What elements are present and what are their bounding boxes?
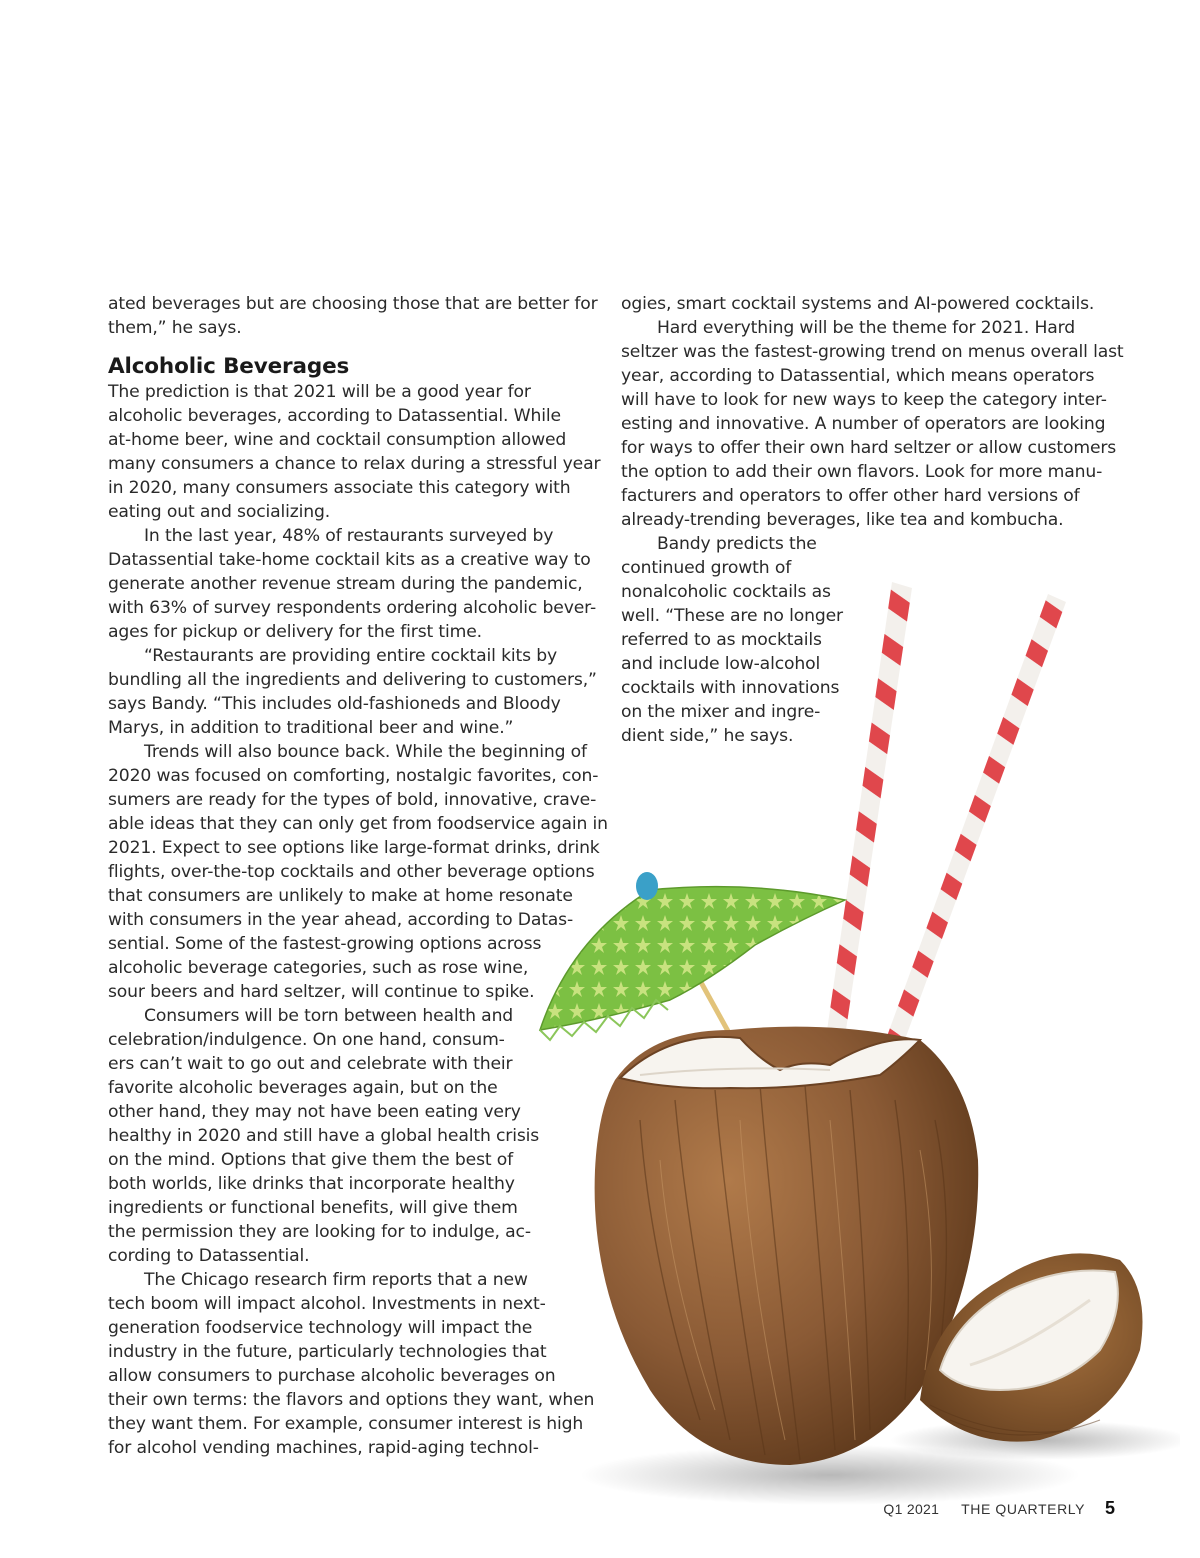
text-line: bundling all the ingredients and delivering to customers,” <box>108 670 597 690</box>
text-line: they want them. For example, consumer interest is high <box>108 1414 584 1434</box>
text-line: sour beers and hard seltzer, will continue to spike. <box>108 982 535 1002</box>
text-line: other hand, they may not have been eating very <box>108 1102 521 1122</box>
text-line: the permission they are looking for to indulge, ac- <box>108 1222 531 1242</box>
text-line: ages for pickup or delivery for the first time. <box>108 622 482 642</box>
text-line: many consumers a chance to relax during a stressful year <box>108 454 601 474</box>
text-line: In the last year, 48% of restaurants surveyed by <box>144 526 554 546</box>
text-line: and include low-alcohol <box>621 654 821 674</box>
text-line: already-trending beverages, like tea and kombucha. <box>621 510 1064 530</box>
text-line: says Bandy. “This includes old-fashioneds and Bloody <box>108 694 561 714</box>
text-line: cocktails with innovations <box>621 678 840 698</box>
text-line: for alcohol vending machines, rapid-aging technol- <box>108 1438 539 1458</box>
text-line: for ways to offer their own hard seltzer or allow customers <box>621 438 1117 458</box>
text-line: nonalcoholic cocktails as <box>621 582 831 602</box>
paragraph <box>108 380 608 524</box>
text-line: industry in the future, particularly technologies that <box>108 1342 547 1362</box>
text-line: allow consumers to purchase alcoholic beverages on <box>108 1366 556 1386</box>
page-number: 5 <box>1104 1498 1115 1518</box>
text-line: 2020 was focused on comforting, nostalgic favorites, con- <box>108 766 599 786</box>
text-line: able ideas that they can only get from foodservice again in <box>108 814 608 834</box>
text-line: in 2020, many consumers associate this category with <box>108 478 571 498</box>
right-intro <box>621 292 1121 316</box>
text-line: sumers are ready for the types of bold, innovative, crave- <box>108 790 597 810</box>
text-line: Bandy predicts the <box>657 534 817 554</box>
text-line: facturers and operators to offer other hard versions of <box>621 486 1080 506</box>
text-line: “Restaurants are providing entire cocktail kits by <box>144 646 557 666</box>
paragraph <box>621 532 1121 748</box>
text-line: that consumers are unlikely to make at home resonate <box>108 886 573 906</box>
text-line: ers can’t wait to go out and celebrate with their <box>108 1054 513 1074</box>
section-heading: Alcoholic Beverages <box>108 354 350 379</box>
text-line: both worlds, like drinks that incorporate healthy <box>108 1174 515 1194</box>
text-line: at-home beer, wine and cocktail consumption allowed <box>108 430 567 450</box>
text-line: on the mind. Options that give them the best of <box>108 1150 514 1170</box>
text-line: tech boom will impact alcohol. Investments in next- <box>108 1294 546 1314</box>
text-line: ated beverages but are choosing those that are better for <box>108 294 598 314</box>
text-line: their own terms: the flavors and options they want, when <box>108 1390 595 1410</box>
text-line: alcoholic beverages, according to Datassential. While <box>108 406 561 426</box>
text-line: eating out and socializing. <box>108 502 331 522</box>
text-line: Consumers will be torn between health and <box>144 1006 514 1026</box>
text-line: year, according to Datassential, which means operators <box>621 366 1095 386</box>
text-line: dient side,” he says. <box>621 726 794 746</box>
text-line: esting and innovative. A number of operators are looking <box>621 414 1106 434</box>
text-line: Hard everything will be the theme for 2021. Hard <box>657 318 1075 338</box>
text-line: ogies, smart cocktail systems and AI-powered cocktails. <box>621 294 1095 314</box>
text-line: will have to look for new ways to keep the category inter- <box>621 390 1107 410</box>
text-line: 2021. Expect to see options like large-format drinks, drink <box>108 838 600 858</box>
text-line: continued growth of <box>621 558 792 578</box>
text-line: flights, over-the-top cocktails and other beverage options <box>108 862 595 882</box>
text-line: the option to add their own flavors. Look for more manu- <box>621 462 1103 482</box>
text-line: ingredients or functional benefits, will give them <box>108 1198 518 1218</box>
text-line: favorite alcoholic beverages again, but on the <box>108 1078 498 1098</box>
publication-name: THE QUARTERLY <box>961 1501 1086 1517</box>
text-line: well. “These are no longer <box>621 606 843 626</box>
text-line: with consumers in the year ahead, according to Datas- <box>108 910 574 930</box>
text-line: with 63% of survey respondents ordering alcoholic bever- <box>108 598 597 618</box>
text-line: generation foodservice technology will impact the <box>108 1318 533 1338</box>
text-line: Datassential take-home cocktail kits as a creative way to <box>108 550 591 570</box>
text-line: celebration/indulgence. On one hand, consum- <box>108 1030 505 1050</box>
text-line: generate another revenue stream during the pandemic, <box>108 574 583 594</box>
text-line: The Chicago research firm reports that a new <box>144 1270 528 1290</box>
text-line: cording to Datassential. <box>108 1246 310 1266</box>
page-footer <box>883 1498 1115 1519</box>
right-column <box>621 292 1124 748</box>
text-line: alcoholic beverage categories, such as rose wine, <box>108 958 529 978</box>
text-line: on the mixer and ingre- <box>621 702 821 722</box>
text-line: referred to as mocktails <box>621 630 822 650</box>
text-line: seltzer was the fastest-growing trend on menus overall last <box>621 342 1124 362</box>
text-line: Trends will also bounce back. While the beginning of <box>144 742 587 762</box>
text-line: The prediction is that 2021 will be a good year for <box>108 382 531 402</box>
text-line: them,” he says. <box>108 318 242 338</box>
issue-label: Q1 2021 <box>883 1501 940 1517</box>
left-intro <box>108 292 608 340</box>
text-line: sential. Some of the fastest-growing options across <box>108 934 542 954</box>
paragraph <box>621 316 1124 532</box>
text-line: Marys, in addition to traditional beer and wine.” <box>108 718 514 738</box>
text-line: healthy in 2020 and still have a global health crisis <box>108 1126 540 1146</box>
